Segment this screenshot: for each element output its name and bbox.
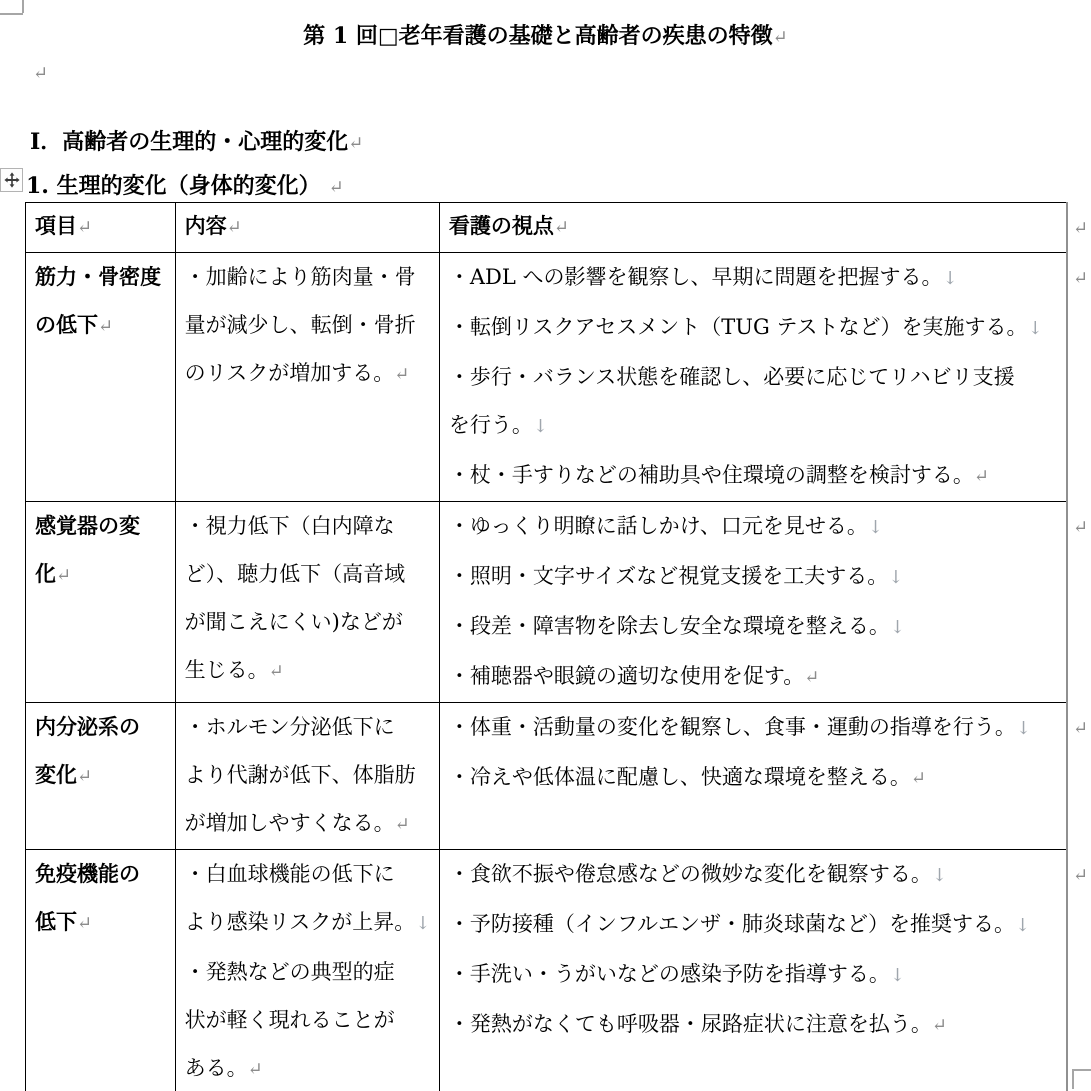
cell-line[interactable]: 筋力・骨密度	[35, 264, 161, 289]
content-cell[interactable]	[175, 253, 439, 502]
content-cell[interactable]	[175, 850, 439, 1091]
cell-line[interactable]: ・食欲不振や倦怠感などの微妙な変化を観察する。↓	[448, 862, 947, 886]
cell-line[interactable]: ・発熱などの典型的症	[184, 960, 395, 984]
line-break-mark: ↓	[1015, 718, 1031, 739]
paragraph-mark: ↵	[772, 27, 788, 48]
content-cell[interactable]	[175, 502, 439, 703]
subsection-heading-text[interactable]: 1. 生理的変化（身体的変化）	[26, 173, 321, 199]
empty-paragraph[interactable]	[33, 62, 48, 84]
cell-line[interactable]: 変化↵	[35, 762, 93, 787]
paragraph-mark: ↵	[77, 217, 93, 238]
item-cell[interactable]	[26, 253, 176, 502]
cell-line[interactable]: より代謝が低下、体脂肪	[184, 763, 416, 787]
paragraph-mark: ↵	[1073, 864, 1089, 886]
row-end-mark	[1067, 502, 1090, 703]
cell-line[interactable]: ど）、聴力低下（高音域	[184, 562, 406, 586]
nursing-cell[interactable]	[439, 703, 1067, 850]
cell-line[interactable]: ・転倒リスクアセスメント（TUG テストなど）を実施する。↓	[448, 315, 1043, 339]
table-row	[26, 703, 1091, 850]
paragraph-mark: ↵	[98, 316, 114, 337]
paragraph-mark: ↵	[268, 661, 284, 682]
line-break-mark: ↓	[931, 865, 947, 886]
cell-line[interactable]: を行う。↓	[448, 413, 548, 437]
line-break-mark: ↓	[1027, 318, 1043, 339]
paragraph-mark: ↵	[1073, 516, 1089, 538]
nursing-cell[interactable]	[439, 850, 1067, 1091]
cell-line[interactable]: が聞こえにくい)などが	[184, 610, 403, 634]
care-table	[25, 202, 1091, 1091]
cell-line[interactable]: が増加しやすくなる。↵	[184, 811, 410, 835]
line-break-mark: ↓	[942, 268, 958, 289]
cell-line[interactable]: ・ホルモン分泌低下に	[184, 715, 395, 739]
text-boundary-corner-top-left	[0, 13, 23, 15]
row-end-mark	[1067, 703, 1090, 850]
paragraph-mark: ↵	[804, 667, 820, 688]
paragraph-mark: ↵	[1073, 717, 1089, 739]
cell-line[interactable]: ・段差・障害物を除去し安全な環境を整える。↓	[448, 614, 905, 638]
care-table-body	[26, 253, 1091, 1091]
move-arrows-icon	[4, 172, 20, 188]
cell-line[interactable]: ・予防接種（インフルエンザ・肺炎球菌など）を推奨する。↓	[448, 912, 1031, 936]
item-cell[interactable]	[26, 502, 176, 703]
cell-line[interactable]: ・手洗い・うがいなどの感染予防を指導する。↓	[448, 962, 905, 986]
paragraph-mark: ↵	[394, 814, 410, 835]
table-row	[26, 253, 1091, 502]
paragraph-mark: ↵	[77, 766, 93, 787]
cell-line[interactable]: ある。↵	[184, 1056, 263, 1080]
cell-line[interactable]: 化↵	[35, 561, 72, 586]
line-break-mark: ↓	[889, 617, 905, 638]
paragraph-mark: ↵	[394, 364, 410, 385]
cell-line[interactable]: 免疫機能の	[35, 861, 140, 886]
nursing-cell[interactable]	[439, 502, 1067, 703]
cell-line[interactable]: より感染リスクが上昇。↓	[184, 910, 431, 934]
paragraph-mark: ↵	[247, 1059, 263, 1080]
text-boundary-corner-top-left	[22, 0, 24, 13]
section-heading-text[interactable]: Ⅰ．高齢者の生理的・心理的変化	[30, 129, 349, 155]
paragraph-mark: ↵	[56, 565, 72, 586]
line-break-mark: ↓	[888, 567, 904, 588]
item-cell[interactable]	[26, 850, 176, 1091]
paragraph-mark: ↵	[77, 913, 93, 934]
paragraph-mark: ↵	[1073, 217, 1089, 239]
cell-line[interactable]: 低下↵	[35, 909, 93, 934]
line-break-mark: ↓	[415, 913, 431, 934]
column-header-0[interactable]: 項目↵	[26, 203, 176, 253]
cell-line[interactable]: ・ゆっくり明瞭に話しかけ、口元を見せる。↓	[448, 514, 883, 538]
paragraph-mark: ↵	[1073, 267, 1089, 289]
cell-line[interactable]: の低下↵	[35, 312, 114, 337]
nursing-cell[interactable]	[439, 253, 1067, 502]
paragraph-mark: ↵	[226, 217, 242, 238]
cell-line[interactable]: ・加齢により筋肉量・骨	[184, 265, 416, 289]
paragraph-mark: ↵	[910, 768, 926, 789]
cell-line[interactable]: ・歩行・バランス状態を確認し、必要に応じてリハビリ支援	[448, 365, 1015, 389]
section-heading[interactable]	[30, 125, 363, 156]
cell-line[interactable]: 状が軽く現れることが	[184, 1008, 395, 1032]
table-row	[26, 850, 1091, 1091]
paragraph-mark: ↵	[973, 466, 989, 487]
row-end-mark	[1067, 203, 1090, 253]
table-header-row	[26, 203, 1091, 253]
cell-line[interactable]: ・白血球機能の低下に	[184, 862, 395, 886]
document-title-text[interactable]: 第 1 回□老年看護の基礎と高齢者の疾患の特徴	[303, 23, 773, 49]
line-break-mark: ↓	[867, 517, 883, 538]
cell-line[interactable]: ・発熱がなくても呼吸器・尿路症状に注意を払う。↵	[448, 1012, 947, 1036]
subsection-heading[interactable]	[26, 169, 344, 200]
cell-line[interactable]: ・補聴器や眼鏡の適切な使用を促す。↵	[448, 664, 820, 688]
cell-line[interactable]: ・視力低下（白内障な	[184, 514, 395, 538]
cell-line[interactable]: ・体重・活動量の変化を観察し、食事・運動の指導を行う。↓	[448, 715, 1031, 739]
content-cell[interactable]	[175, 703, 439, 850]
line-break-mark: ↓	[532, 416, 548, 437]
column-header-2[interactable]: 看護の視点↵	[439, 203, 1067, 253]
cell-line[interactable]: 感覚器の変	[35, 513, 140, 538]
cell-line[interactable]: ・冷えや低体温に配慮し、快適な環境を整える。↵	[448, 765, 926, 789]
row-end-mark	[1067, 850, 1090, 1091]
paragraph-mark: ↵	[553, 217, 569, 238]
cell-line[interactable]: ・ADL への影響を観察し、早期に問題を把握する。↓	[448, 265, 958, 289]
paragraph-mark: ↵	[33, 63, 49, 84]
paragraph-mark: ↵	[348, 133, 364, 154]
cell-line[interactable]: のリスクが増加する。↵	[184, 361, 410, 385]
paragraph-mark: ↵	[931, 1015, 947, 1036]
item-cell[interactable]	[26, 703, 176, 850]
cell-line[interactable]: 内分泌系の	[35, 714, 140, 739]
paragraph-mark: ↵	[328, 177, 344, 198]
column-header-1[interactable]: 内容↵	[175, 203, 439, 253]
care-table-header	[26, 203, 1091, 253]
table-row	[26, 502, 1091, 703]
cell-line[interactable]: ・照明・文字サイズなど視覚支援を工夫する。↓	[448, 564, 904, 588]
line-break-mark: ↓	[1015, 915, 1031, 936]
cell-line[interactable]: 生じる。↵	[184, 658, 284, 682]
line-break-mark: ↓	[889, 965, 905, 986]
cell-line[interactable]: ・杖・手すりなどの補助具や住環境の調整を検討する。↵	[448, 463, 989, 487]
document-title[interactable]	[0, 19, 1091, 50]
cell-line[interactable]: 量が減少し、転倒・骨折	[184, 313, 416, 337]
row-end-mark	[1067, 253, 1090, 502]
table-move-handle[interactable]	[0, 168, 23, 192]
